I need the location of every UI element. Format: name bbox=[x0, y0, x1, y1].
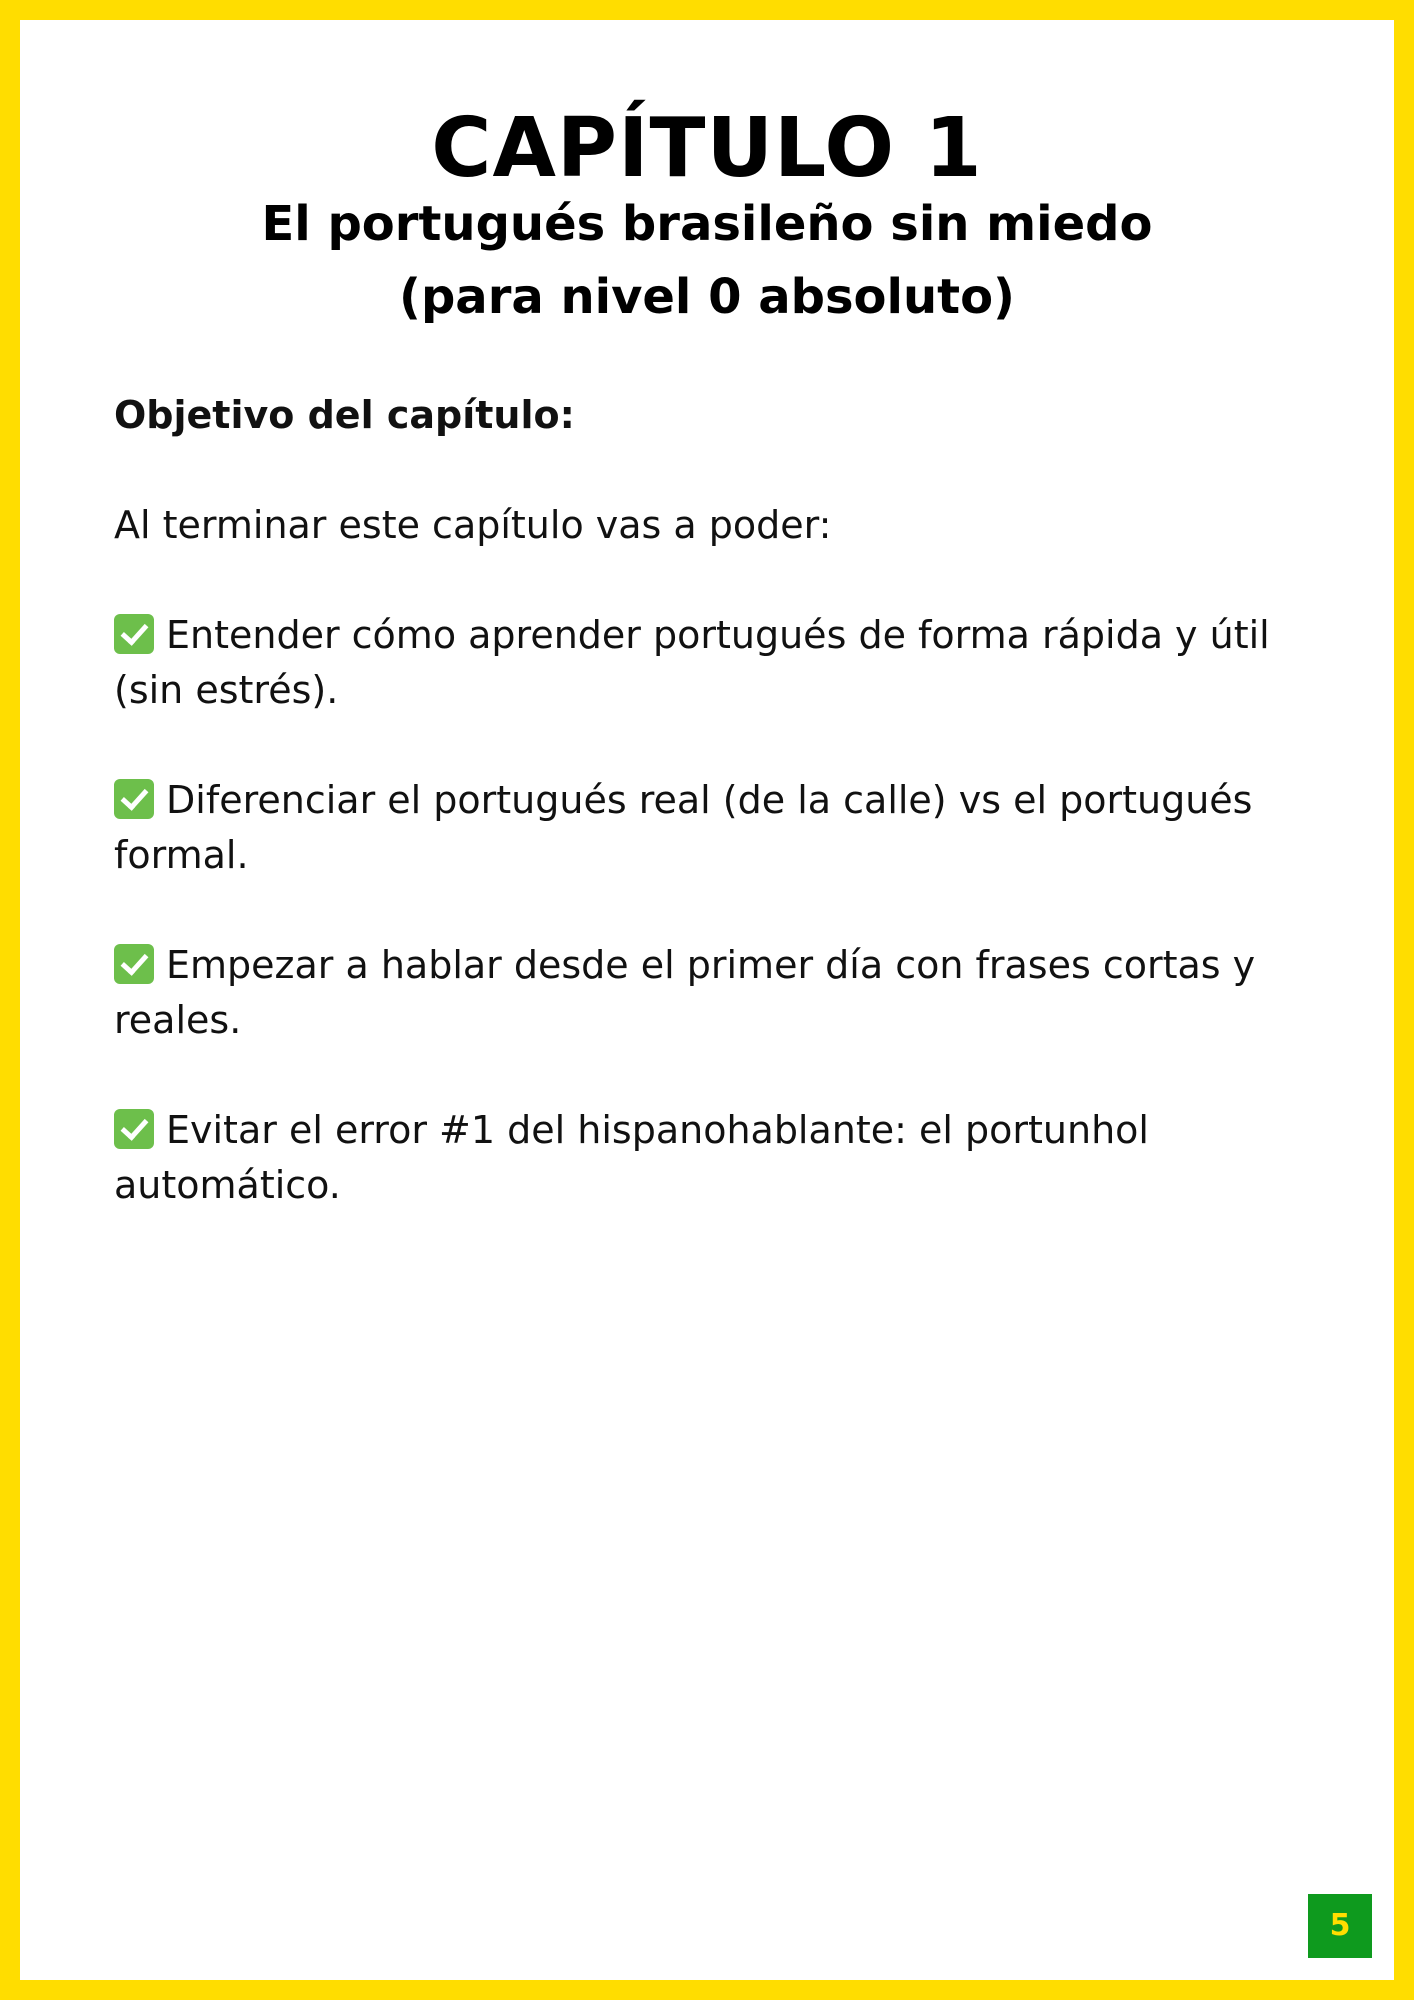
document-page bbox=[20, 20, 1394, 1980]
chapter-subtitle bbox=[20, 188, 1394, 334]
goal-text: Evitar el error #1 del hispanohablante: el portunhol automático. bbox=[114, 1108, 1149, 1207]
goal-text: Entender cómo aprender portugués de forma rápida y útil (sin estrés). bbox=[114, 613, 1270, 712]
chapter-title: CAPÍTULO 1 bbox=[431, 101, 983, 196]
check-mark-icon bbox=[114, 944, 154, 984]
check-mark-icon bbox=[114, 779, 154, 819]
check-mark-icon bbox=[114, 1109, 154, 1149]
goal-item bbox=[114, 773, 1294, 883]
goal-text: Empezar a hablar desde el primer día con frases cortas y reales. bbox=[114, 943, 1256, 1042]
chapter-subtitle-line-1: El portugués brasileño sin miedo bbox=[261, 196, 1153, 252]
objective-label: Objetivo del capítulo: bbox=[114, 393, 575, 437]
goal-item bbox=[114, 1103, 1294, 1213]
chapter-subtitle-line-2: (para nivel 0 absoluto) bbox=[399, 269, 1015, 325]
goal-item bbox=[114, 608, 1294, 718]
objective-intro: Al terminar este capítulo vas a poder: bbox=[114, 503, 832, 547]
chapter-objectives bbox=[114, 388, 1294, 1268]
goal-text: Diferenciar el portugués real (de la calle) vs el portugués formal. bbox=[114, 778, 1253, 877]
page-number: 5 bbox=[1308, 1894, 1372, 1958]
check-mark-icon bbox=[114, 614, 154, 654]
goal-item bbox=[114, 938, 1294, 1048]
